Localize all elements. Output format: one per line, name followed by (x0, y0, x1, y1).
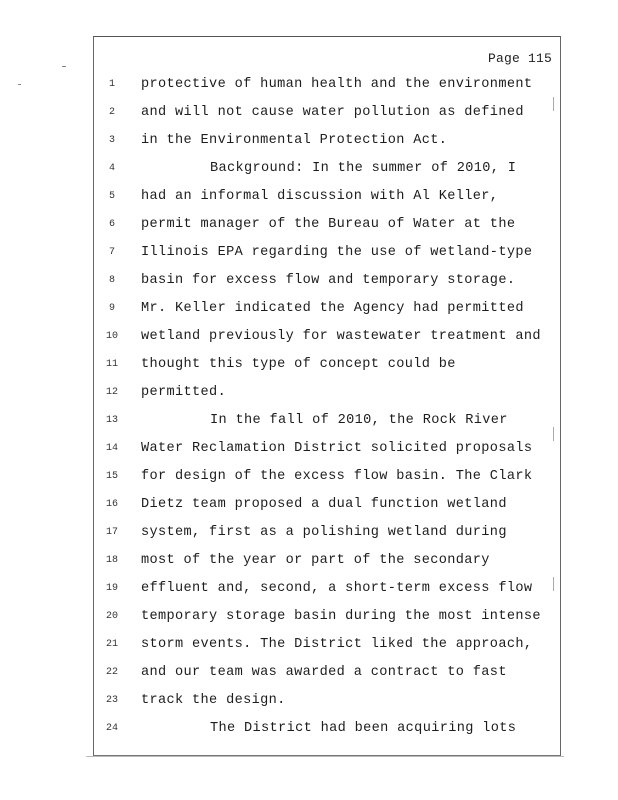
line-number: 15 (105, 471, 118, 482)
line-text: Background: In the summer of 2010, I (210, 161, 517, 176)
line-number: 6 (108, 219, 115, 230)
line-text: had an informal discussion with Al Keller, (141, 189, 499, 204)
line-number: 13 (105, 415, 118, 426)
line-text: The District had been acquiring lots (210, 721, 517, 736)
line-number: 7 (108, 247, 115, 258)
line-number: 19 (105, 583, 118, 594)
line-text: Dietz team proposed a dual function wetland (141, 497, 507, 512)
transcript-line (94, 298, 560, 326)
line-text: In the fall of 2010, the Rock River (210, 413, 508, 428)
line-number: 12 (105, 387, 118, 398)
line-number: 8 (108, 275, 115, 286)
line-text: and our team was awarded a contract to fast (141, 665, 507, 680)
line-number: 1 (108, 79, 115, 90)
scan-edge-line (86, 756, 564, 757)
line-text: Mr. Keller indicated the Agency had permitted (141, 301, 524, 316)
line-number: 17 (105, 527, 118, 538)
transcript-line (94, 326, 560, 354)
transcript-line (94, 74, 560, 102)
line-text: system, first as a polishing wetland during (141, 525, 507, 540)
transcript-line (94, 186, 560, 214)
transcript-line (94, 634, 560, 662)
line-number: 9 (108, 303, 115, 314)
transcript-line (94, 102, 560, 130)
line-text: thought this type of concept could be (141, 357, 456, 372)
line-number: 20 (105, 611, 118, 622)
transcript-line (94, 130, 560, 158)
line-number: 2 (108, 107, 115, 118)
line-number: 22 (105, 667, 118, 678)
transcript-line (94, 662, 560, 690)
line-text: basin for excess flow and temporary storage. (141, 273, 516, 288)
line-number: 5 (108, 191, 115, 202)
line-number: 10 (105, 331, 118, 342)
line-number: 4 (108, 163, 115, 174)
transcript-line (94, 214, 560, 242)
line-number: 14 (105, 443, 118, 454)
scan-speck (62, 66, 66, 67)
line-text: in the Environmental Protection Act. (141, 133, 448, 148)
transcript-line (94, 550, 560, 578)
line-text: protective of human health and the environment (141, 77, 533, 92)
transcript-line (94, 382, 560, 410)
line-number: 16 (105, 499, 118, 510)
line-number: 21 (105, 639, 118, 650)
scan-speck (18, 84, 21, 85)
page-number: Page 115 (487, 51, 552, 66)
transcript-line (94, 242, 560, 270)
line-number: 18 (105, 555, 118, 566)
transcript-line (94, 606, 560, 634)
transcript-line (94, 690, 560, 718)
line-text: permit manager of the Bureau of Water at the (141, 217, 516, 232)
line-text: Water Reclamation District solicited proposals (141, 441, 533, 456)
line-text: track the design. (141, 693, 286, 708)
line-text: storm events. The District liked the approach, (141, 637, 533, 652)
scan-mark (553, 97, 554, 111)
scan-mark (553, 577, 554, 591)
transcript-line (94, 438, 560, 466)
scan-mark (553, 427, 554, 441)
line-text: most of the year or part of the secondary (141, 553, 490, 568)
transcript-line (94, 270, 560, 298)
line-text: Illinois EPA regarding the use of wetland-type (141, 245, 533, 260)
transcript-line (94, 466, 560, 494)
transcript-line (94, 158, 560, 186)
line-text: permitted. (141, 385, 227, 400)
line-text: for design of the excess flow basin. The Clark (141, 469, 533, 484)
line-number: 11 (105, 359, 118, 370)
transcript-line (94, 718, 560, 746)
transcript-line (94, 410, 560, 438)
line-text: and will not cause water pollution as defined (141, 105, 524, 120)
transcript-line (94, 354, 560, 382)
line-text: effluent and, second, a short-term excess flow (141, 581, 533, 596)
transcript-line (94, 578, 560, 606)
transcript-line (94, 494, 560, 522)
line-number: 24 (105, 723, 118, 734)
transcript-line (94, 522, 560, 550)
line-text: wetland previously for wastewater treatment and (141, 329, 541, 344)
line-number: 23 (105, 695, 118, 706)
line-number: 3 (108, 135, 115, 146)
transcript-page-frame (93, 36, 561, 756)
transcript-body (94, 74, 560, 746)
line-text: temporary storage basin during the most intense (141, 609, 541, 624)
